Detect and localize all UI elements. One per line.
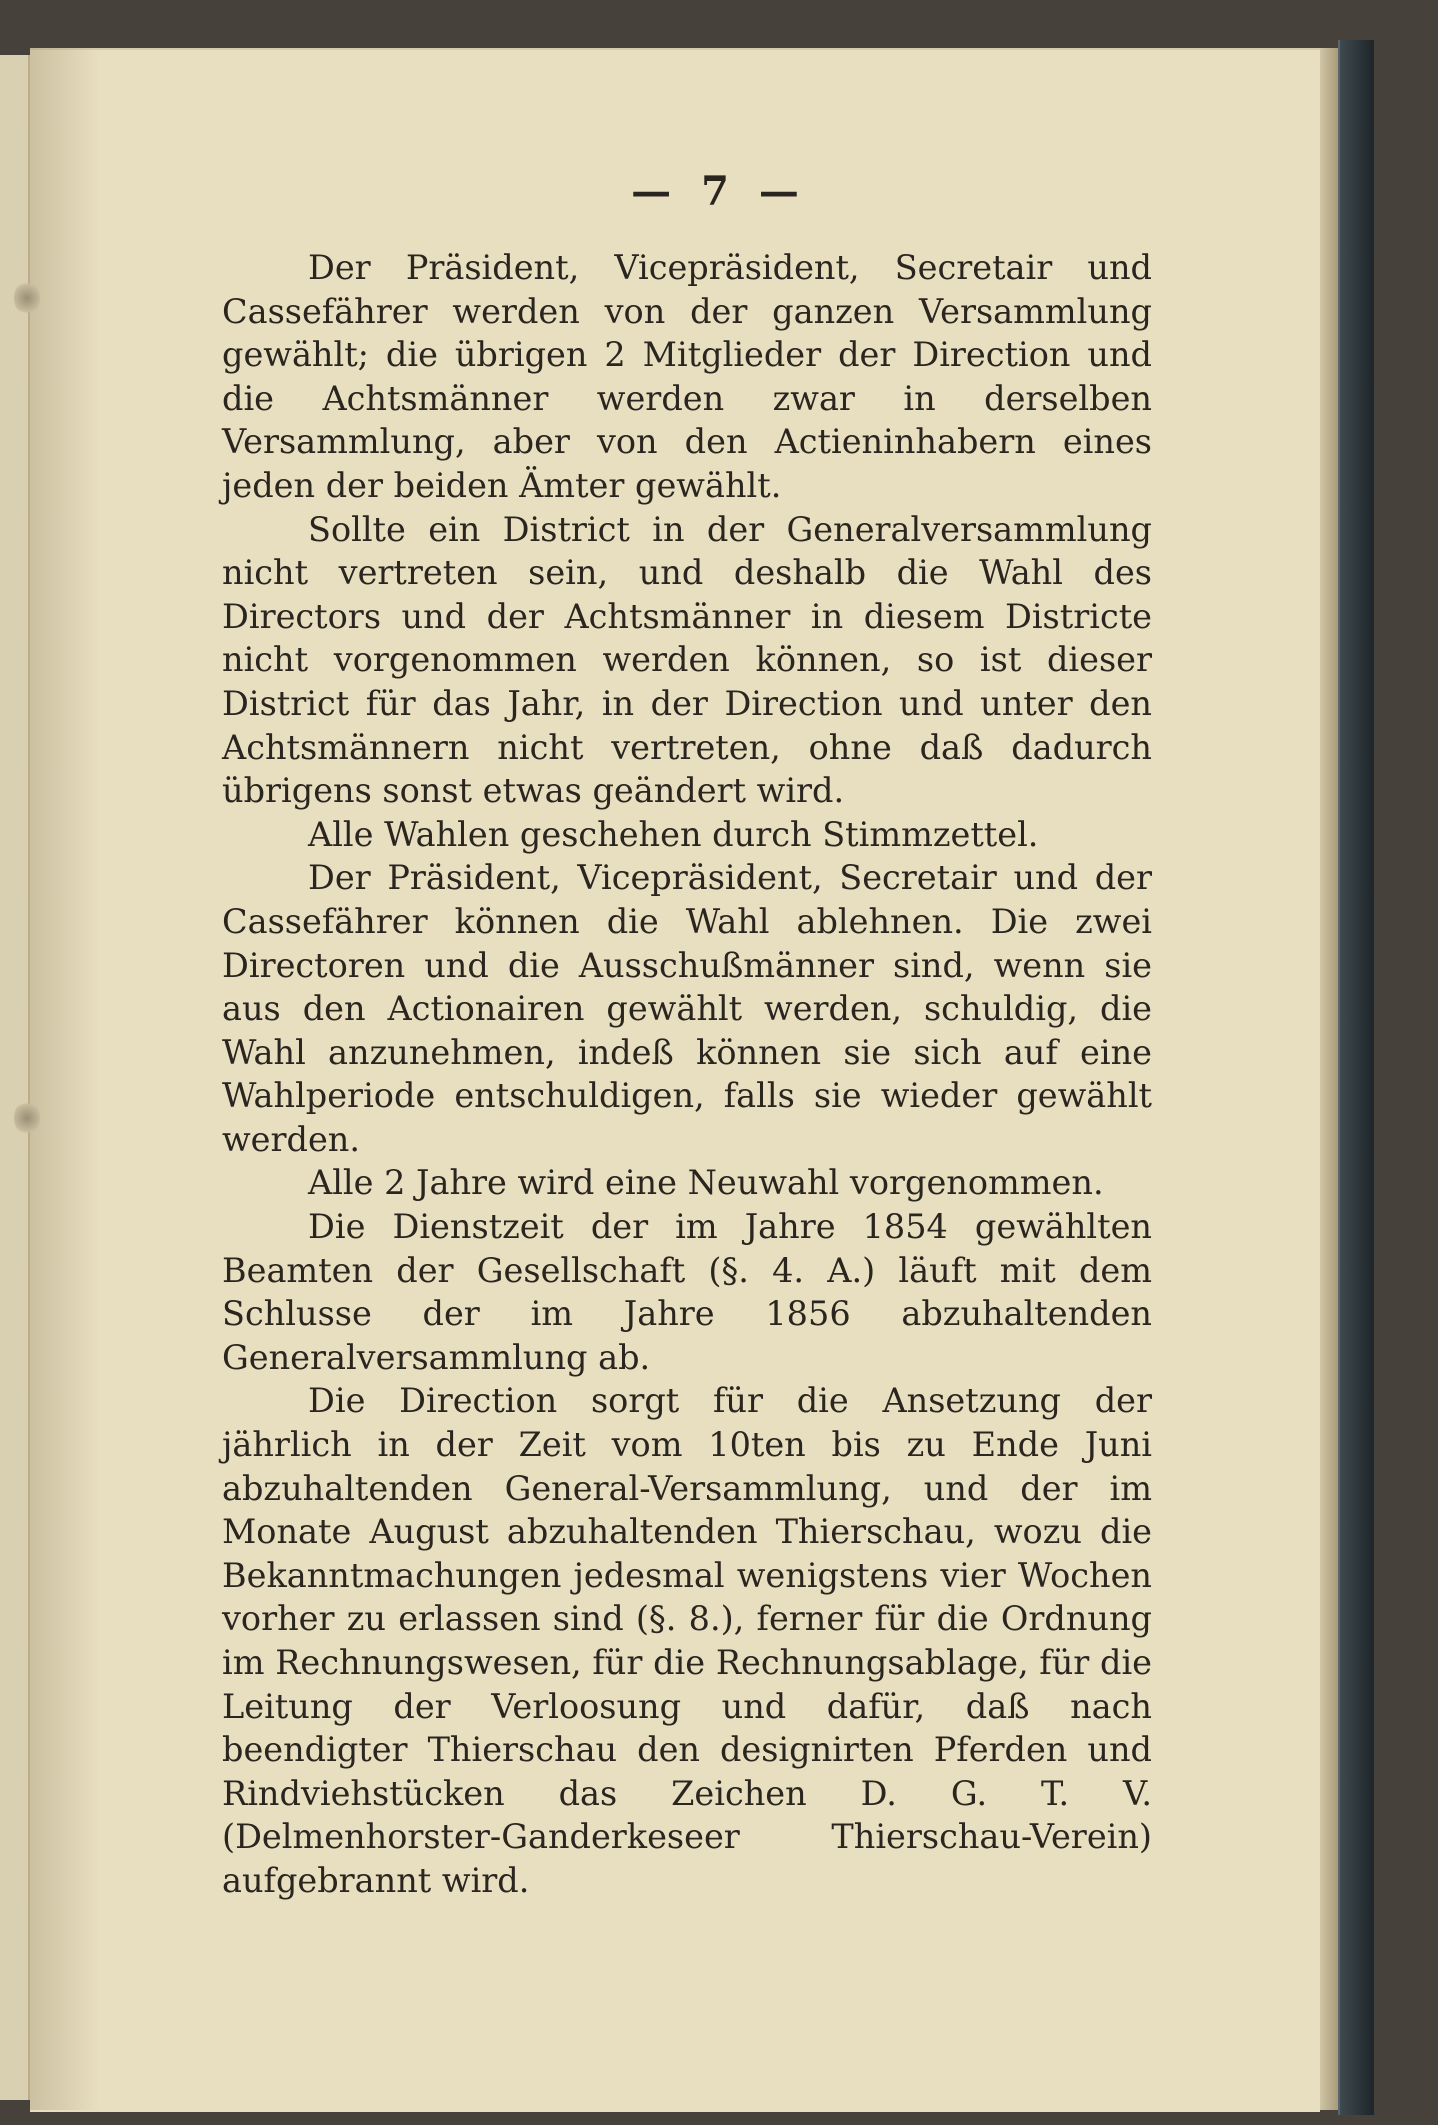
binding-stitch [14,1100,40,1136]
paragraph-6: Die Dienstzeit der im Jahre 1854 gewählten Beamten der Gesellschaft (§. 4. A.) läuft mit dem Schlusse der im Jahre 1856 abzuhaltenden Generalversammlung ab. [222,1207,1152,1377]
page-number: — 7 — [631,168,807,215]
paragraph-3: Alle Wahlen geschehen durch Stimmzettel. [308,814,1039,854]
body-text [222,246,1152,1903]
paragraph-4: Der Präsident, Vicepräsident, Secretair und der Cassefährer können die Wahl ablehnen. Die zwei Directoren und die Ausschußmänner sind, wenn sie aus den Actionairen gewählt werden, schuldig, die Wahl anzunehmen, indeß können sie sich auf eine Wahlperiode entschuldigen, falls sie wieder gewählt werden. [222,858,1152,1159]
paragraph-1: Der Präsident, Vicepräsident, Secretair und Cassefährer werden von der ganzen Versammlung gewählt; die übrigen 2 Mitglieder der Direction und die Achtsmänner werden zwar in derselben Versammlung, aber von den Actieninhabern eines jeden der beiden Ämter gewählt. [222,248,1152,505]
paragraph-7: Die Direction sorgt für die Ansetzung der jährlich in der Zeit vom 10ten bis zu Ende Juni abzuhaltenden General-Versammlung, und der im Monate August abzuhaltenden Thierschau, wozu die Bekanntmachungen jedesmal wenigstens vier Wochen vorher zu erlassen sind (§. 8.), ferner für die Ordnung im Rechnungswesen, für die Rechnungsablage, für die Leitung der Verloosung und dafür, daß nach beendigter Thierschau den designirten Pferden und Rindviehstücken das Zeichen D. G. T. V. (Delmenhorster-Ganderkeseer Thierschau-Verein) aufgebrannt wird. [222,1381,1152,1900]
paragraph-5: Alle 2 Jahre wird eine Neuwahl vorgenommen. [308,1163,1104,1203]
paragraph-2: Sollte ein District in der Generalversammlung nicht vertreten sein, und deshalb die Wahl des Directors und der Achtsmänner in diesem Districte nicht vorgenommen werden können, so ist dieser District für das Jahr, in der Direction und unter den Achtsmännern nicht vertreten, ohne daß dadurch übrigens sonst etwas geändert wird. [222,509,1152,811]
binding-stitch [14,280,40,316]
gutter-shadow [30,48,100,2110]
left-page-edge [0,55,30,2100]
page-edge [1320,48,1338,2110]
book-cover-edge [1338,40,1374,2115]
